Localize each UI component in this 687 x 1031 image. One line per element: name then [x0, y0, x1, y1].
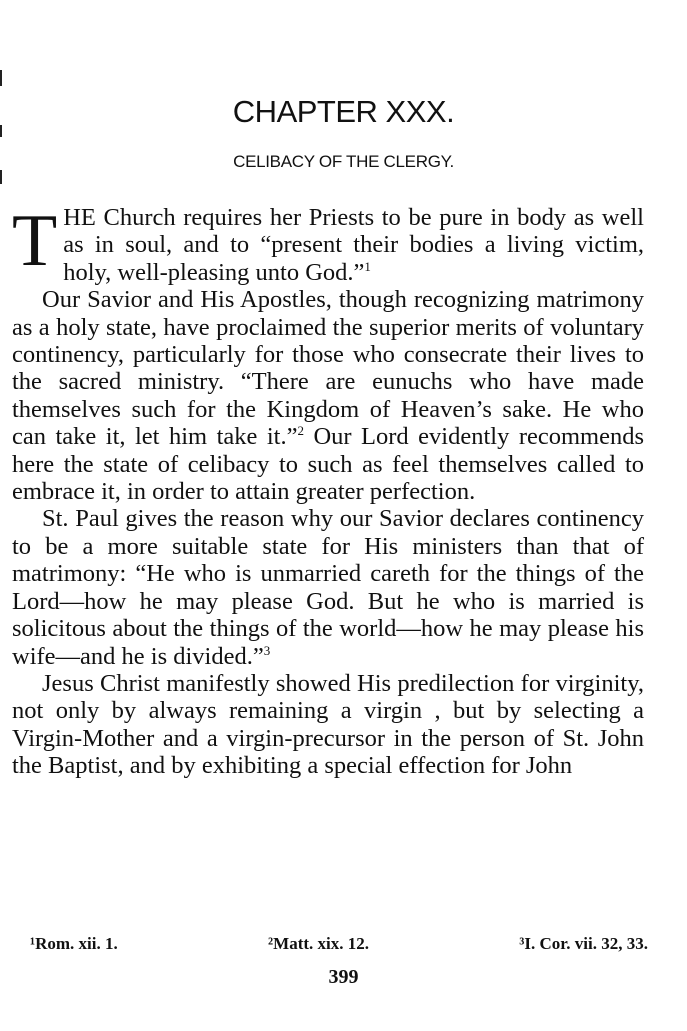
- paragraph-text: Our Savior and His Apostles, though recognizing matrimony as a holy state, have proclaimed the superior merits of voluntary continency, particularly for those who consecrate their lives to the sacred ministry. “There are eunuchs who have made themselves such for the Kingdom of Heaven’s sake. He who can take it, let him take it.”: [12, 286, 644, 451]
- paragraph: [12, 200, 644, 286]
- paragraph: [12, 505, 644, 669]
- footnote-marker: ¹: [30, 934, 36, 953]
- footnote: [268, 934, 369, 954]
- paragraph-text: Our Lord evidently recommends here the state of celibacy to such as feel themselves called to embrace it, in order to attain greater perfection.: [12, 423, 644, 506]
- footnote-marker: ²: [268, 934, 274, 953]
- footnote-text: Rom. xii. 1.: [35, 934, 118, 953]
- footnote-ref: 2: [297, 423, 304, 439]
- drop-cap: T: [12, 200, 58, 282]
- page-number: 399: [328, 966, 359, 988]
- section-title: CELIBACY OF THE CLERGY.: [233, 152, 454, 171]
- body-text: [12, 200, 644, 780]
- footnote-marker: ³: [519, 934, 525, 953]
- chapter-title: CHAPTER XXX.: [232, 94, 455, 129]
- paragraph: [12, 286, 644, 505]
- scan-edge-mark: [0, 70, 2, 86]
- paragraph: [12, 670, 644, 780]
- paragraph-text: Jesus Christ manifestly showed His predilection for virginity, not only by always remaining a virgin , but by selecting a Virgin-Mother and a virgin-precursor in the person of St. John the Baptist, and by exhibiting a special effection for John: [12, 669, 644, 780]
- footnote-text: I. Cor. vii. 32, 33.: [524, 934, 648, 953]
- scan-edge-mark: [0, 170, 2, 184]
- footnote-ref: 3: [263, 642, 271, 658]
- footnotes: [30, 934, 648, 954]
- paragraph-text: St. Paul gives the reason why our Savior declares continency to be a more suitable state for His ministers than that of matrimony: “He who is unmarried careth for the things of the Lord—how he may please God. But he who is married is solicitous about the things of the world—how he may please his wife—and he is divided.”: [12, 505, 644, 670]
- footnote: [30, 934, 118, 954]
- footnote-text: Matt. xix. 12.: [273, 934, 369, 953]
- paragraph-text: HE Church requires her Priests to be pure in body as well as in soul, and to “present their bodies a living victim, holy, well-pleasing unto God.”: [63, 204, 644, 286]
- footnote-ref: 1: [364, 258, 371, 274]
- footnote: [519, 934, 648, 954]
